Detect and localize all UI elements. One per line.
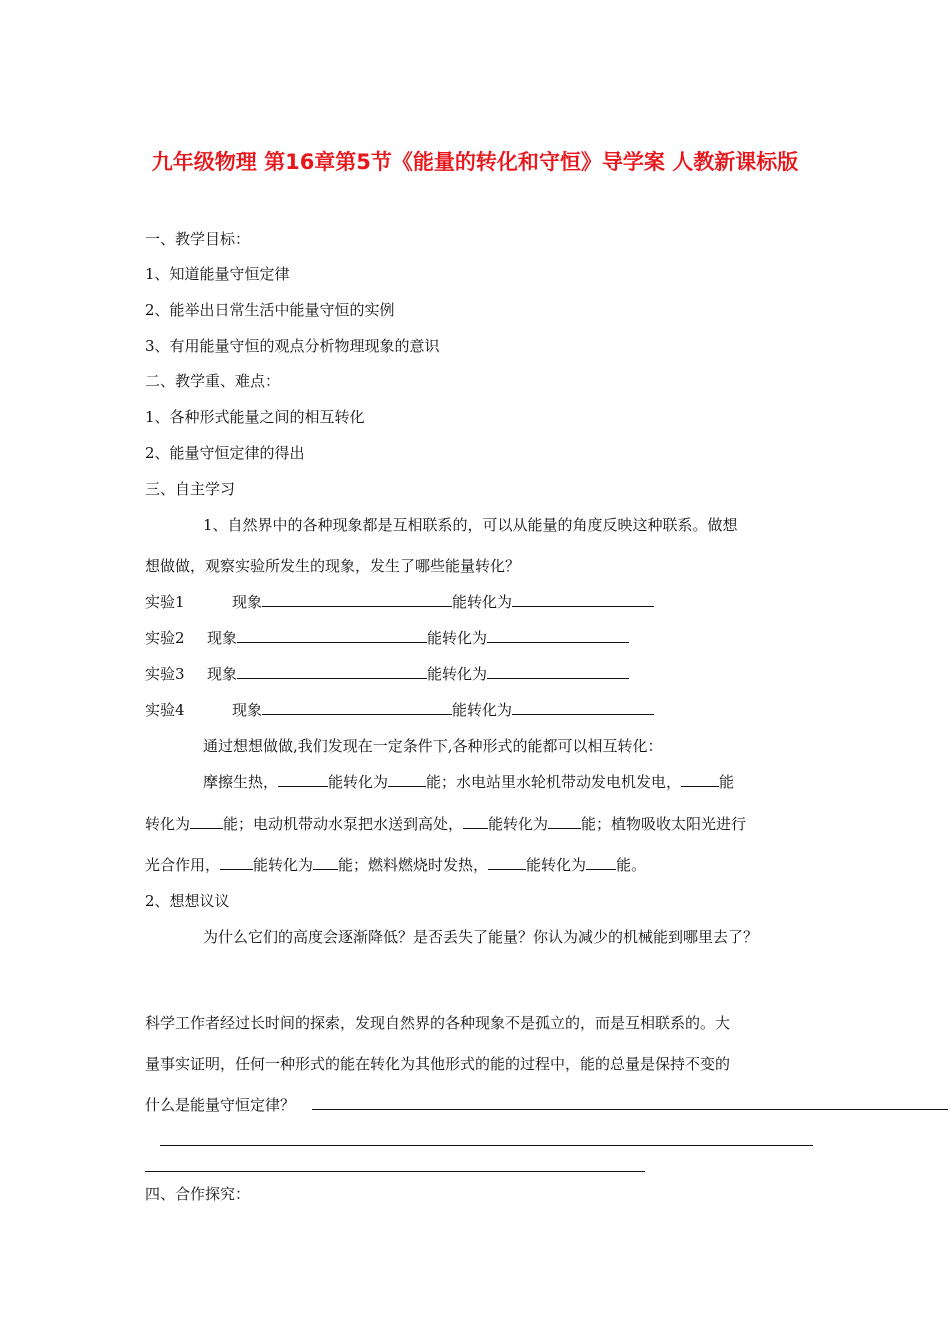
conversion-summary: 通过想想做做,我们发现在一定条件下,各种形式的能都可以相互转化： [203,737,663,755]
phenomenon-blank[interactable] [237,664,427,679]
conversion-blank[interactable] [487,664,629,679]
experiment-row-4 [145,700,654,720]
fill-blank[interactable] [388,772,426,787]
experiment-row-1 [145,592,654,612]
phenomenon-blank[interactable] [262,700,452,715]
fill-blank[interactable] [681,772,719,787]
experiment-label: 实验3 [145,665,185,683]
conversion-blank[interactable] [512,592,654,607]
self-study-paragraph-line-1: 1、自然界中的各种现象都是互相联系的，可以从能量的角度反映这种联系。做想 [203,516,738,534]
law-question: 什么是能量守恒定律？ [145,1096,296,1114]
key-point-2: 2、能量守恒定律的得出 [145,444,305,462]
fill-text: 能；植物吸收太阳光进行 [581,815,747,833]
fill-blank[interactable] [463,814,488,829]
fill-text: 能转化为 [328,773,389,791]
section-4-heading: 四、合作探究： [145,1185,251,1203]
fill-text: 能。 [616,856,647,874]
fill-text: 转化为 [145,815,191,833]
fill-blank[interactable] [278,772,328,787]
answer-line-1[interactable] [312,1109,948,1110]
discussion-heading: 2、想想议议 [145,892,230,910]
phenomenon-blank[interactable] [262,592,452,607]
fill-blank[interactable] [220,855,253,870]
conversion-label: 能转化为 [452,701,513,719]
conversion-blank[interactable] [512,700,654,715]
phenomenon-label: 现象 [232,701,263,719]
fill-text: 能转化为 [488,815,549,833]
page-title: 九年级物理 第16章第5节《能量的转化和守恒》导学案 人教新课标版 [151,150,799,174]
phenomenon-label: 现象 [232,593,263,611]
experiment-label: 实验4 [145,701,185,719]
fill-text: 能 [719,773,735,791]
section-1-heading: 一、教学目标： [145,230,251,248]
science-paragraph-line-1: 科学工作者经过长时间的探索，发现自然界的各种现象不是孤立的，而是互相联系的。大 [145,1014,731,1032]
fill-text: 能；电动机带动水泵把水送到高处， [223,815,464,833]
conversion-label: 能转化为 [452,593,513,611]
fill-blank[interactable] [190,814,223,829]
fill-line-2 [145,814,746,834]
fill-line-3 [145,855,646,875]
key-point-1: 1、各种形式能量之间的相互转化 [145,408,365,426]
self-study-paragraph-line-2: 想做做，观察实验所发生的现象，发生了哪些能量转化？ [145,557,521,575]
fill-blank[interactable] [586,855,616,870]
fill-text: 能；燃料燃烧时发热， [338,856,489,874]
phenomenon-label: 现象 [207,665,238,683]
answer-line-2[interactable] [160,1145,813,1146]
fill-blank[interactable] [313,855,338,870]
science-paragraph-line-2: 量事实证明，任何一种形式的能在转化为其他形式的能的过程中，能的总量是保持不变的 [145,1055,731,1073]
fill-blank[interactable] [488,855,526,870]
fill-line-1 [203,772,734,792]
section-2-heading: 二、教学重、难点： [145,372,281,390]
conversion-blank[interactable] [487,628,629,643]
fill-text: 摩擦生热， [203,773,279,791]
fill-blank[interactable] [548,814,581,829]
experiment-label: 实验1 [145,593,185,611]
fill-text: 能；水电站里水轮机带动发电机发电， [426,773,682,791]
conversion-label: 能转化为 [427,665,488,683]
experiment-label: 实验2 [145,629,185,647]
fill-text: 能转化为 [253,856,314,874]
objective-2: 2、能举出日常生活中能量守恒的实例 [145,301,395,319]
objective-3: 3、有用能量守恒的观点分析物理现象的意识 [145,337,440,355]
phenomenon-blank[interactable] [237,628,427,643]
experiment-row-2 [145,628,629,648]
fill-text: 能转化为 [526,856,587,874]
phenomenon-label: 现象 [207,629,238,647]
conversion-label: 能转化为 [427,629,488,647]
experiment-row-3 [145,664,629,684]
objective-1: 1、知道能量守恒定律 [145,265,290,283]
fill-text: 光合作用， [145,856,221,874]
answer-line-3[interactable] [145,1171,645,1172]
section-3-heading: 三、自主学习 [145,480,236,498]
discussion-question: 为什么它们的高度会逐渐降低？是否丢失了能量？你认为减少的机械能到哪里去了？ [203,928,759,946]
